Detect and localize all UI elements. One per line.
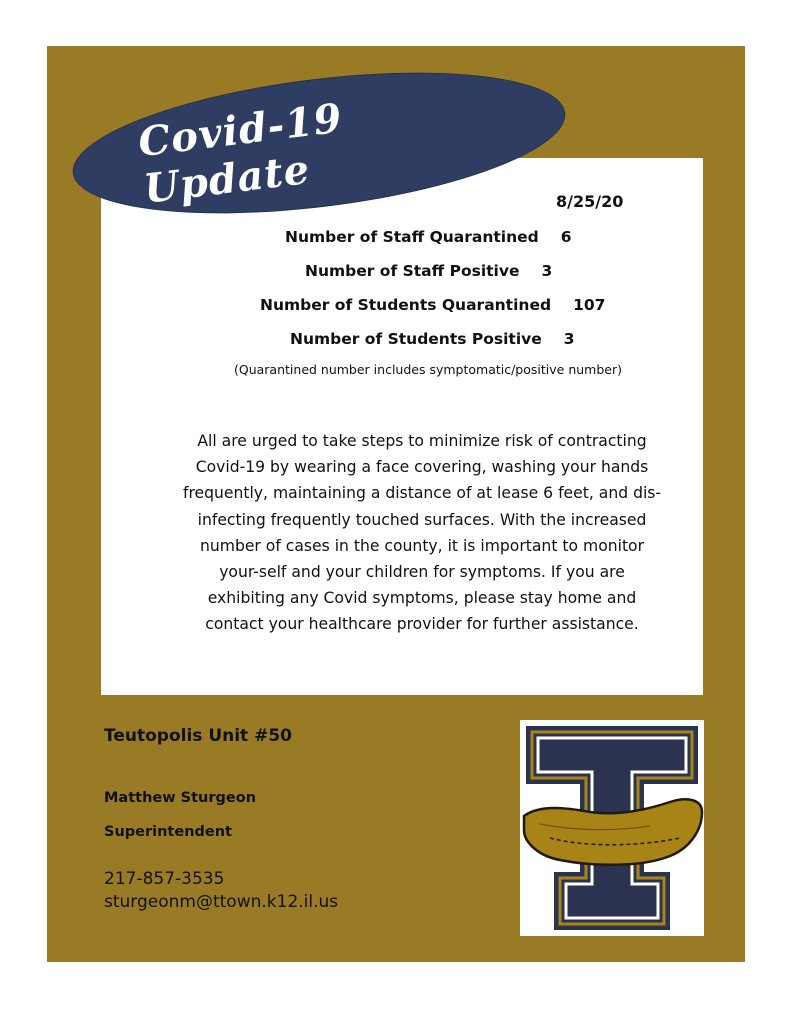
- stat-staff-quarantined: [285, 228, 572, 246]
- stat-staff-positive: [305, 262, 552, 280]
- contact-name: Matthew Sturgeon: [104, 790, 257, 806]
- stat-value: 6: [560, 228, 572, 246]
- stat-label: Number of Students Quarantined: [260, 296, 552, 314]
- school-logo: [520, 720, 704, 936]
- banner-title: Covid-19 Update: [135, 94, 346, 213]
- stat-students-positive: [290, 330, 575, 348]
- stat-label: Number of Students Positive: [290, 330, 542, 348]
- organization-name: Teutopolis Unit #50: [104, 726, 292, 746]
- contact-email[interactable]: sturgeonm@ttown.k12.il.us: [104, 892, 339, 912]
- stat-students-quarantined: [260, 296, 605, 314]
- stat-value: 107: [573, 296, 606, 314]
- report-date: 8/25/20: [556, 192, 624, 211]
- t-logo-icon: [520, 720, 704, 936]
- quarantine-note: (Quarantined number includes symptomatic/positive number): [234, 362, 622, 377]
- contact-phone: 217-857-3535: [104, 869, 225, 889]
- stat-value: 3: [563, 330, 575, 348]
- stat-value: 3: [541, 262, 553, 280]
- contact-title: Superintendent: [104, 824, 232, 840]
- stat-label: Number of Staff Positive: [305, 262, 520, 280]
- advisory-message: All are urged to take steps to minimize risk of contracting Covid-19 by wearing a face covering, washing your hands frequently, maintaining a distance of at lease 6 feet, and dis-infecting frequently touched surfaces. With the increased number of cases in the county, it is important to monitor your-self and your children for symptoms. If you are exhibiting any Covid symptoms, please stay home and contact your healthcare provider for further assistance.: [182, 432, 662, 634]
- stat-label: Number of Staff Quarantined: [285, 228, 539, 246]
